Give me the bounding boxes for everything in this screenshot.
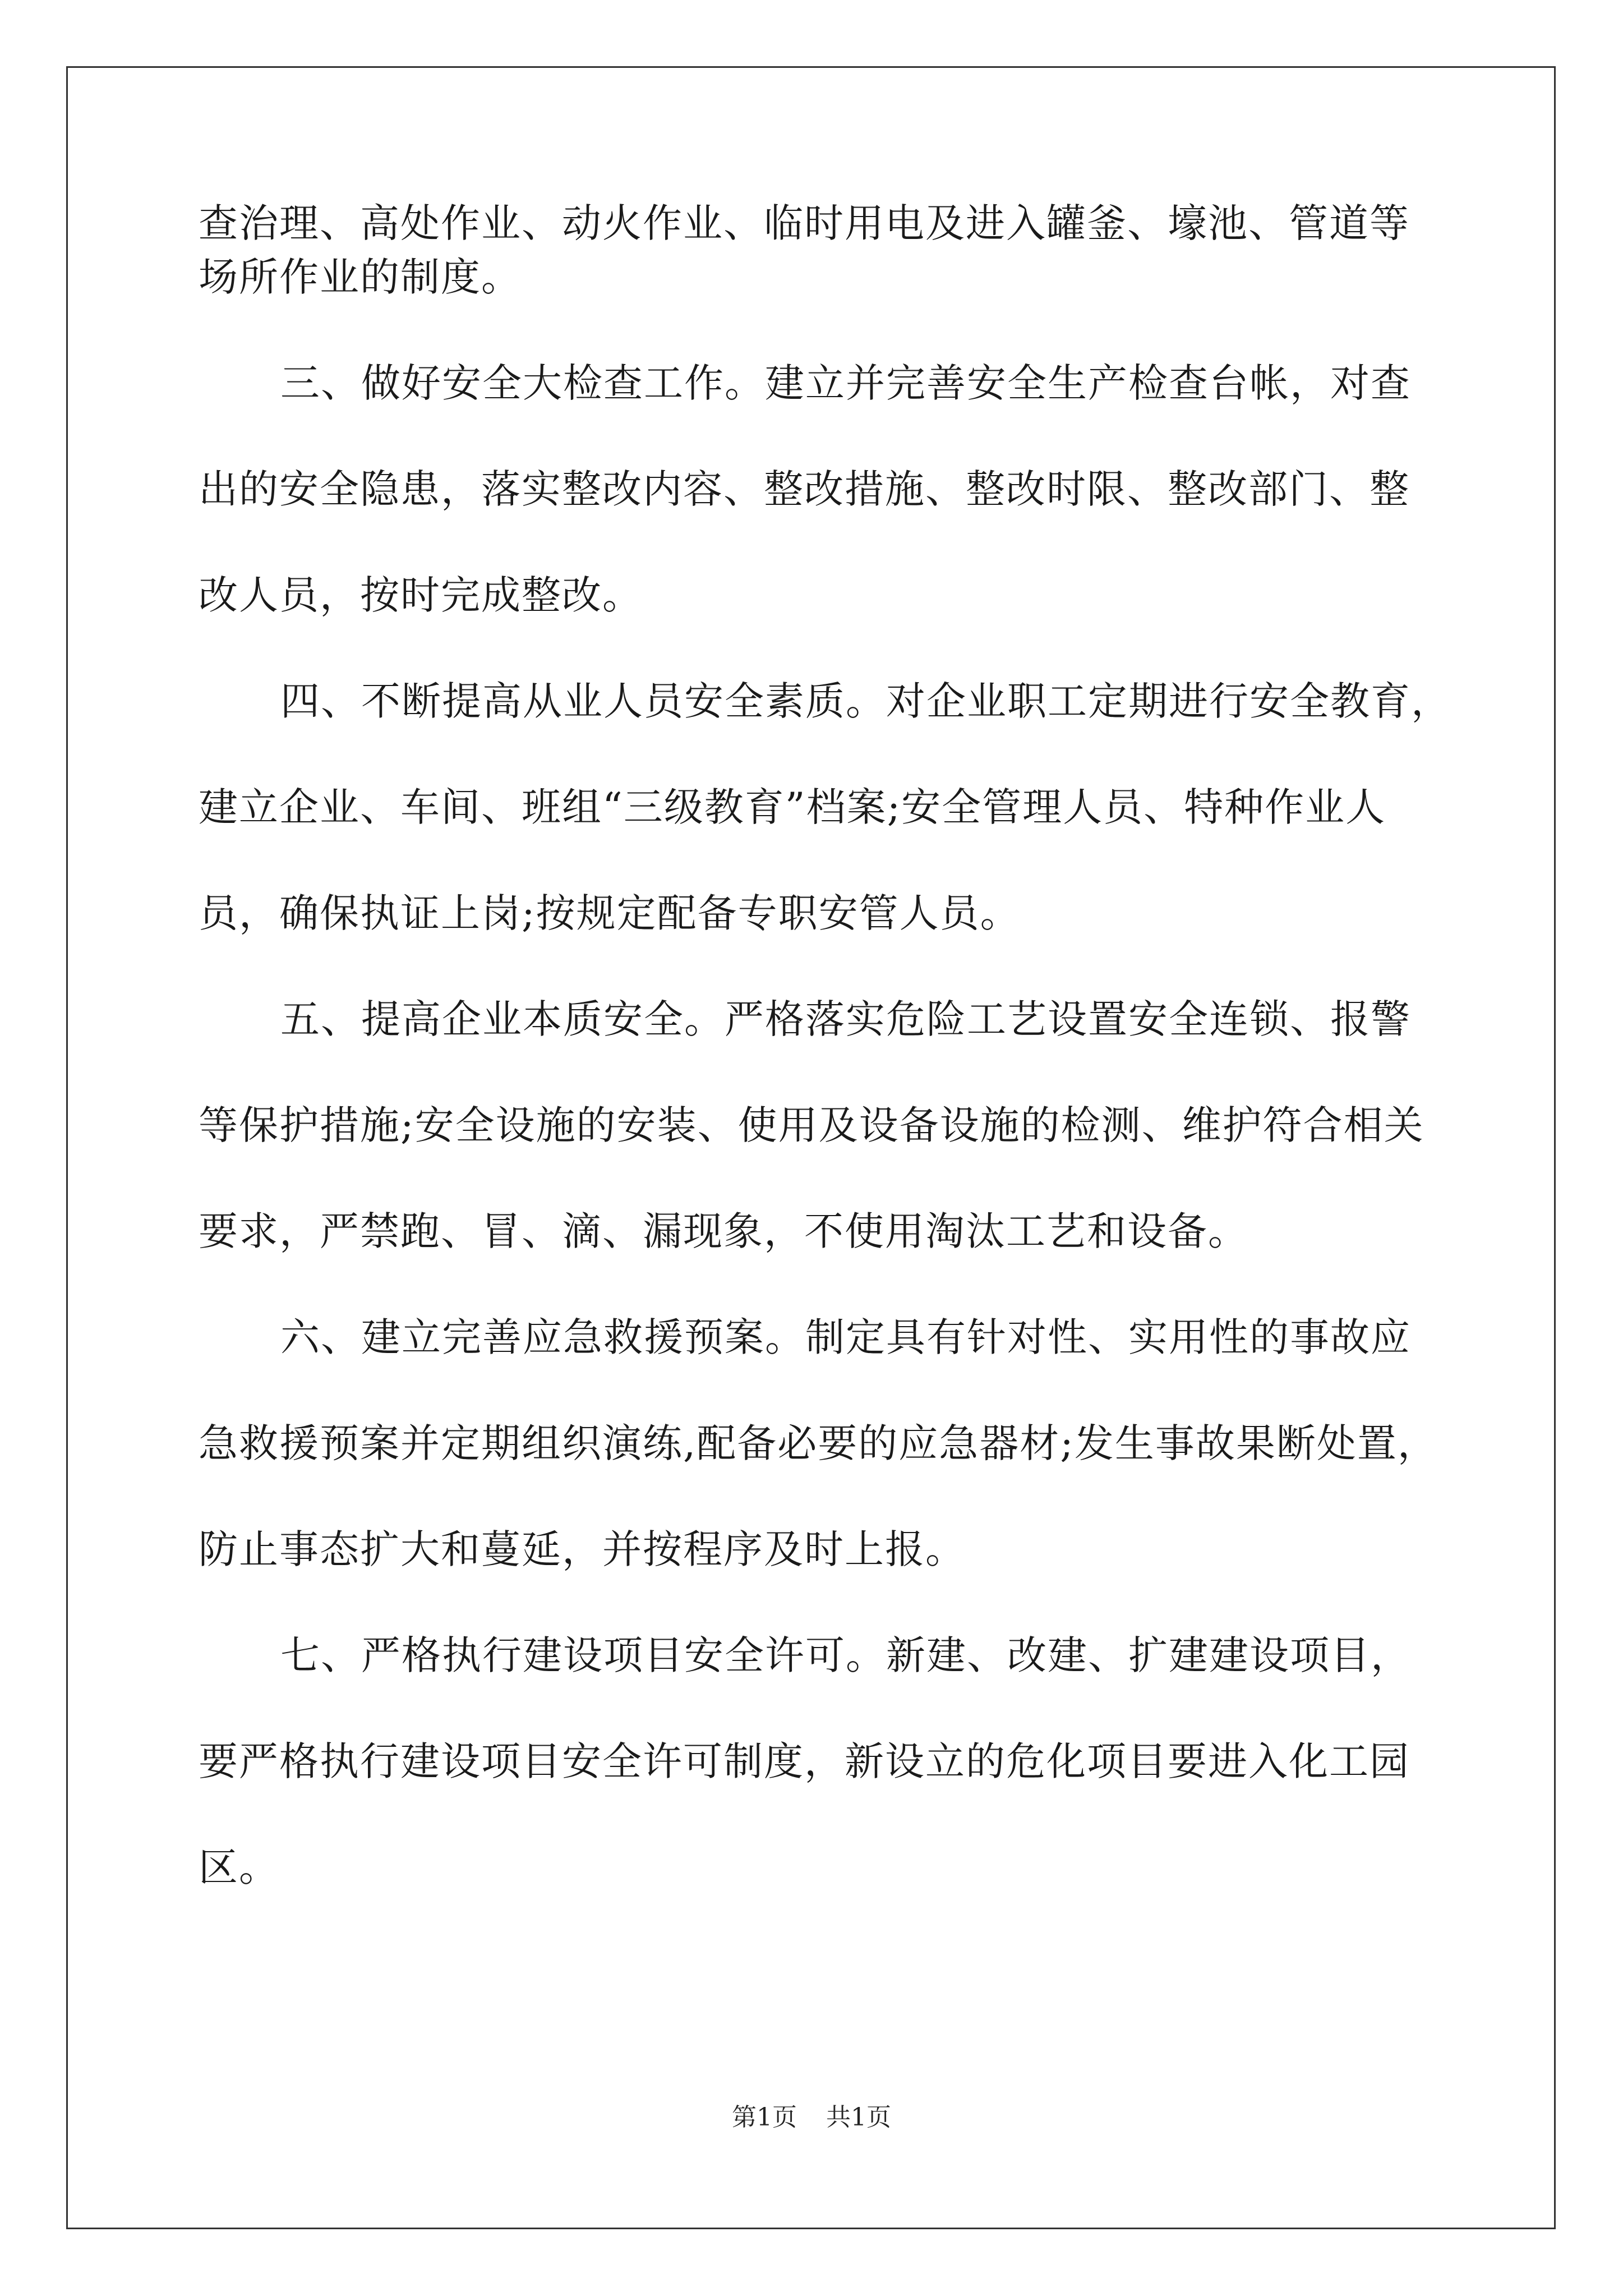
text-line: 要严格执行建设项目安全许可制度，新设立的危化项目要进入化工园	[199, 1738, 1410, 1784]
page-number-total: 共1页	[826, 2103, 891, 2132]
text-line: 区。	[199, 1844, 279, 1890]
text-line: 查治理、高处作业、动火作业、临时用电及进入罐釜、壕池、管道等	[199, 200, 1410, 246]
text-line: 急救援预案并定期组织演练,配备必要的应急器材;发生事故果断处置，	[199, 1420, 1438, 1466]
page-number-current: 第1页	[732, 2103, 797, 2132]
paragraph-continuation	[199, 196, 1427, 304]
text-line: 四、不断提高从业人员安全素质。对企业职工定期进行安全教育，	[280, 678, 1451, 724]
document-body	[199, 196, 1451, 1894]
paragraph-section-5	[199, 992, 1427, 1258]
paragraph-section-6	[199, 1310, 1438, 1576]
text-line: 七、严格执行建设项目安全许可。新建、改建、扩建建设项目，	[280, 1632, 1411, 1678]
text-line: 五、提高企业本质安全。严格落实危险工艺设置安全连锁、报警	[280, 996, 1411, 1042]
text-line: 三、做好安全大检查工作。建立并完善安全生产检查台帐，对查	[280, 360, 1411, 406]
text-line: 员，确保执证上岗;按规定配备专职安管人员。	[199, 890, 1021, 936]
text-line: 建立企业、车间、班组“三级教育”档案;安全管理人员、特种作业人	[199, 784, 1386, 830]
page-footer	[0, 2101, 1623, 2134]
text-line: 防止事态扩大和蔓延，并按程序及时上报。	[199, 1526, 966, 1572]
text-line: 改人员，按时完成整改。	[199, 572, 643, 618]
text-line: 等保护措施;安全设施的安装、使用及设备设施的检测、维护符合相关	[199, 1102, 1424, 1148]
text-line: 场所作业的制度。	[199, 254, 522, 300]
paragraph-section-7	[199, 1628, 1427, 1894]
text-line: 六、建立完善应急救援预案。制定具有针对性、实用性的事故应	[280, 1314, 1411, 1360]
text-line: 要求，严禁跑、冒、滴、漏现象，不使用淘汰工艺和设备。	[199, 1208, 1248, 1254]
text-line: 出的安全隐患，落实整改内容、整改措施、整改时限、整改部门、整	[199, 466, 1410, 512]
paragraph-section-3	[199, 356, 1427, 622]
paragraph-section-4	[199, 674, 1451, 940]
